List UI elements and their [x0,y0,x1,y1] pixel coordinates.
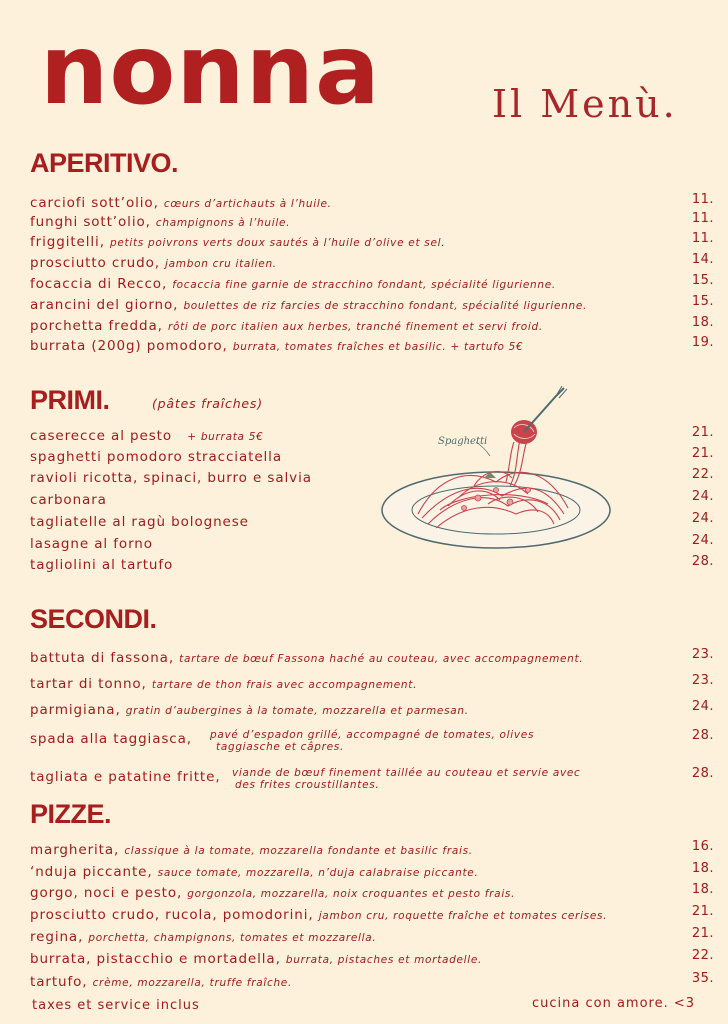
item-name: funghi sott’olio, [30,214,151,230]
brand-logo: nonna [40,14,381,126]
item-name: friggitelli, [30,234,105,250]
item-description: gratin d’aubergines à la tomate, mozzarella et parmesan. [125,705,469,717]
item-name: lasagne al forno [30,536,153,552]
item-price: 11. [691,211,714,226]
item-name: carciofi sott’olio, [30,195,159,211]
item-description: jambon cru, roquette fraîche et tomates cerises. [318,910,608,922]
section-title-pizze: PIZZE. [30,799,112,829]
section-note-primi: (pâtes fraîches) [152,396,263,411]
item-description: burrata, tomates fraîches et basilic. + tartufo 5€ [232,341,524,353]
item-name: margherita, [30,842,120,858]
item-name: tagliatelle al ragù bolognese [30,514,249,530]
item-price: 21. [691,904,714,919]
item-description: sauce tomate, mozzarella, n’duja calabraise piccante. [157,867,479,879]
item-name: burrata, pistacchio e mortadella, [30,951,281,967]
spaghetti-plate-icon [378,386,614,552]
item-description: focaccia fine garnie de stracchino fondant, spécialité ligurienne. [172,279,556,291]
item-name: spada alla taggiasca, [30,731,192,747]
spaghetti-illustration [378,386,614,552]
item-name: tagliolini al tartufo [30,557,174,573]
item-name: carbonara [30,492,107,508]
section-title-primi: PRIMI. [30,385,110,415]
item-name: prosciutto crudo, rucola, pomodorini, [30,907,314,923]
item-description: gorgonzola, mozzarella, noix croquantes et pesto frais. [187,888,516,900]
item-description: classique à la tomate, mozzarella fondante et basilic frais. [124,845,473,857]
item-price: 22. [691,948,714,963]
item-price: 28. [691,766,714,781]
item-price: 28. [691,728,714,743]
item-name: ravioli ricotta, spinaci, burro e salvia [30,470,312,486]
item-price: 35. [691,971,714,986]
item-name: battuta di fassona, [30,650,175,666]
item-price: 21. [691,446,714,461]
item-price: 15. [691,273,714,288]
item-name: parmigiana, [30,702,121,718]
item-name: prosciutto crudo, [30,255,160,271]
item-description: jambon cru italien. [165,258,277,270]
item-price: 28. [691,554,714,569]
item-price: 24. [691,699,714,714]
item-name: ‘nduja piccante, [30,864,153,880]
item-description-line2: taggiasche et câpres. [216,741,345,753]
item-price: 16. [691,839,714,854]
item-name: caserecce al pesto [30,428,173,444]
item-name: regina, [30,929,84,945]
section-title-aperitivo: APERITIVO. [30,148,179,178]
item-name: gorgo, noci e pesto, [30,885,183,901]
item-name: tartar di tonno, [30,676,147,692]
item-description: pavé d’espadon grillé, accompagné de tomates, olives [210,729,535,741]
item-description: porchetta, champignons, tomates et mozzarella. [88,932,377,944]
item-description: rôti de porc italien aux herbes, tranché finement et servi froid. [167,321,543,333]
item-description: crème, mozzarella, truffe fraîche. [92,977,292,989]
item-description: cœurs d’artichauts à l’huile. [163,198,332,210]
item-price: 11. [691,192,714,207]
footer-signature: cucina con amore. <3 [532,996,696,1011]
item-price: 21. [691,926,714,941]
footer-note-taxes: taxes et service inclus [32,998,200,1013]
item-price: 19. [691,335,714,350]
item-name: tartufo, [30,974,88,990]
item-description: burrata, pistaches et mortadelle. [285,954,483,966]
item-description: viande de bœuf finement taillée au couteau et servie avec [232,767,581,779]
item-price: 24. [691,489,714,504]
item-name: burrata (200g) pomodoro, [30,338,228,354]
item-price: 23. [691,673,714,688]
item-name: tagliata e patatine fritte, [30,769,221,785]
item-price: 21. [691,425,714,440]
item-price: 11. [691,231,714,246]
item-price: 14. [691,252,714,267]
item-price: 18. [691,315,714,330]
item-price: 22. [691,467,714,482]
item-name: arancini del giorno, [30,297,179,313]
item-price: 24. [691,533,714,548]
item-price: 18. [691,861,714,876]
item-name: spaghetti pomodoro stracciatella [30,449,282,465]
section-title-secondi: SECONDI. [30,604,157,634]
item-description: petits poivrons verts doux sautés à l’huile d’olive et sel. [109,237,446,249]
item-price: 18. [691,882,714,897]
illustration-label: Spaghetti [438,436,488,447]
item-name: porchetta fredda, [30,318,163,334]
item-name: focaccia di Recco, [30,276,168,292]
item-description: champignons à l’huile. [155,217,291,229]
item-price: 23. [691,647,714,662]
item-description: tartare de thon frais avec accompagnement. [151,679,418,691]
item-description: + burrata 5€ [187,431,264,443]
item-price: 15. [691,294,714,309]
item-description: tartare de bœuf Fassona haché au couteau, avec accompagnement. [179,653,584,665]
menu-subtitle: Il Menù. [492,82,678,126]
item-description-line2: des frites croustillantes. [235,779,380,791]
item-price: 24. [691,511,714,526]
item-description: boulettes de riz farcies de stracchino fondant, spécialité ligurienne. [183,300,588,312]
